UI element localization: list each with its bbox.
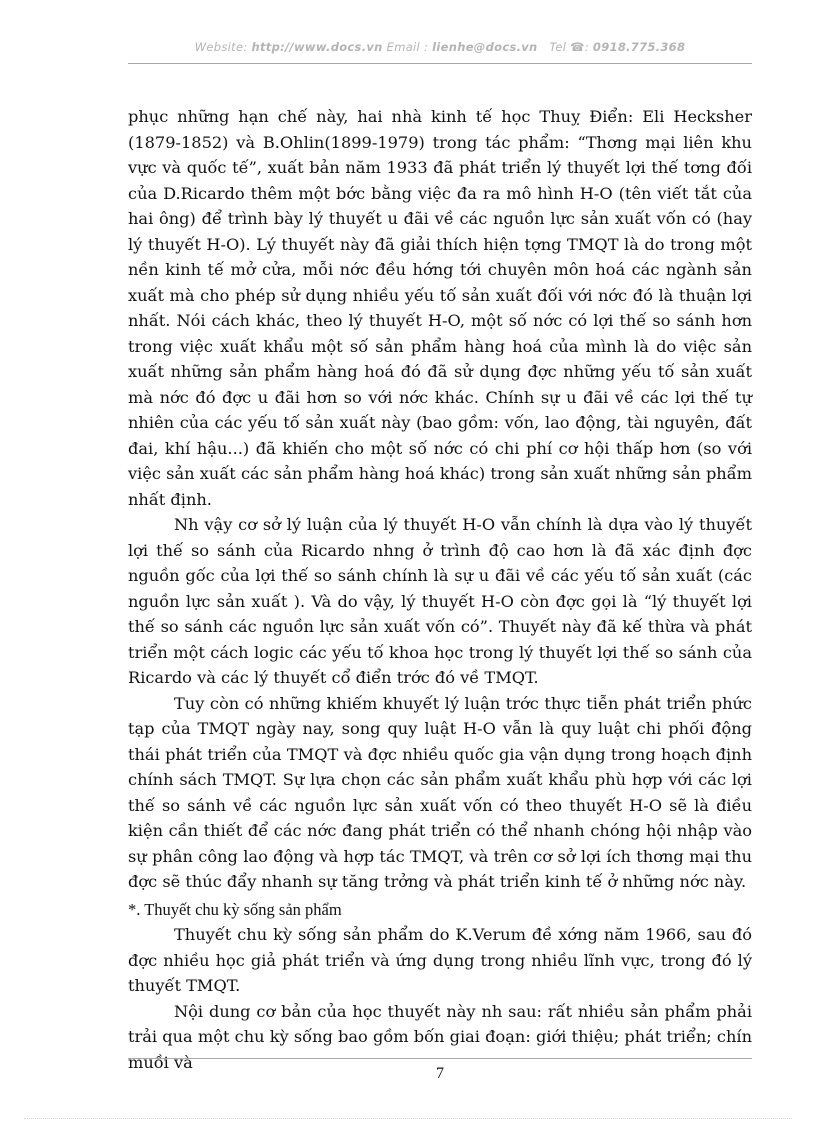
- page-number: 7: [436, 1065, 444, 1082]
- tel-label: Tel ☎:: [549, 40, 589, 54]
- paragraph-continuation: phục những hạn chế này, hai nhà kinh tế học Thuỵ Điển: Eli Hecksher (1879-1852) và B.Ohlin(1899-1979) trong tác phẩm: “Thơng mại liên khu vực và quốc tế”, xuất bản năm 1933 đã phát triển lý thuyết lợi thế tơng đối của D.Ricardo thêm một bớc bằng việc đa ra mô hình H-O (tên viết tắt của hai ông) để trình bày lý thuyết u đãi về các nguồn lực sản xuất vốn có (hay lý thuyết H-O). Lý thuyết này đã giải thích hiện tợng TMQT là do trong một nền kinh tế mở cửa, mỗi nớc đều hớng tới chuyên môn hoá các ngành sản xuất mà cho phép sử dụng nhiều yếu tố sản xuất đối với nớc đó là thuận lợi nhất. Nói cách khác, theo lý thuyết H-O, một số nớc có lợi thế so sánh hơn trong việc xuất khẩu một số sản phẩm hàng hoá của mình là do việc sản xuất những sản phẩm hàng hoá đó đã sử dụng đợc những yếu tố sản xuất mà nớc đó đợc u đãi hơn so với nớc khác. Chính sự u đãi về các lợi thế tự nhiên của các yếu tố sản xuất này (bao gồm: vốn, lao động, tài nguyên, đất đai, khí hậu...) đã khiến cho một số nớc có chi phí cơ hội thấp hơn (so với việc sản xuất các sản phẩm hàng hoá khác) trong sản xuất những sản phẩm nhất định.: [128, 107, 752, 509]
- footer-rule: [128, 1058, 752, 1059]
- page-bottom-border: [24, 1118, 792, 1119]
- website-link[interactable]: http://www.docs.vn: [251, 40, 383, 54]
- paragraph-product-cycle-content: Nội dung cơ bản của học thuyết này nh sau: rất nhiều sản phẩm phải trải qua một chu kỳ sống bao gồm bốn giai đoạn: giới thiệu; phát triển; chín muồi và: [128, 1001, 752, 1072]
- paragraph-ho-limitations: Tuy còn có những khiếm khuyết lý luận trớc thực tiễn phát triển phức tạp của TMQT ngày nay, song quy luật H-O vẫn là quy luật chi phối động thái phát triển của TMQT và đợc nhiều quốc gia vận dụng trong hoạch định chính sách TMQT. Sự lựa chọn các sản phẩm xuất khẩu phù hợp với các lợi thế so sánh về các nguồn lực sản xuất vốn có theo thuyết H-O sẽ là điều kiện cần thiết để các nớc đang phát triển có thể nhanh chóng hội nhập vào sự phân công lao động và hợp tác TMQT, và trên cơ sở lợi ích thơng mại thu đợc sẽ thúc đẩy nhanh sự tăng trởng và phát triển kinh tế ở những nớc này.: [128, 693, 752, 891]
- email-link[interactable]: lienhe@docs.vn: [432, 40, 538, 54]
- paragraph-product-cycle: Thuyết chu kỳ sống sản phẩm do K.Verum đề xớng năm 1966, sau đó đợc nhiều học giả phát triển và ứng dụng trong nhiều lĩnh vực, trong đó lý thuyết TMQT.: [128, 925, 752, 995]
- paragraph-ho-basis: Nh vậy cơ sở lý luận của lý thuyết H-O vẫn chính là dựa vào lý thuyết lợi thế so sánh của Ricardo nhng ở trình độ cao hơn là đã xác định đợc nguồn gốc của lợi thế so sánh chính là sự u đãi về các yếu tố sản xuất (các nguồn lực sản xuất ). Và do vậy, lý thuyết H-O còn đợc gọi là “lý thuyết lợi thế so sánh các nguồn lực sản xuất vốn có”. Thuyết này đã kế thừa và phát triển một cách logic các yếu tố khoa học trong lý thuyết lợi thế so sánh của Ricardo và các lý thuyết cổ điển trớc đó về TMQT.: [128, 515, 752, 687]
- website-label: Website:: [194, 40, 248, 54]
- section-heading: *. Thuyết chu kỳ sống sản phẩm: [128, 899, 342, 919]
- page-header: [128, 40, 752, 54]
- tel-number: 0918.775.368: [592, 40, 686, 54]
- document-body: [128, 104, 752, 1075]
- header-rule: [128, 63, 752, 64]
- email-label: Email :: [386, 40, 429, 54]
